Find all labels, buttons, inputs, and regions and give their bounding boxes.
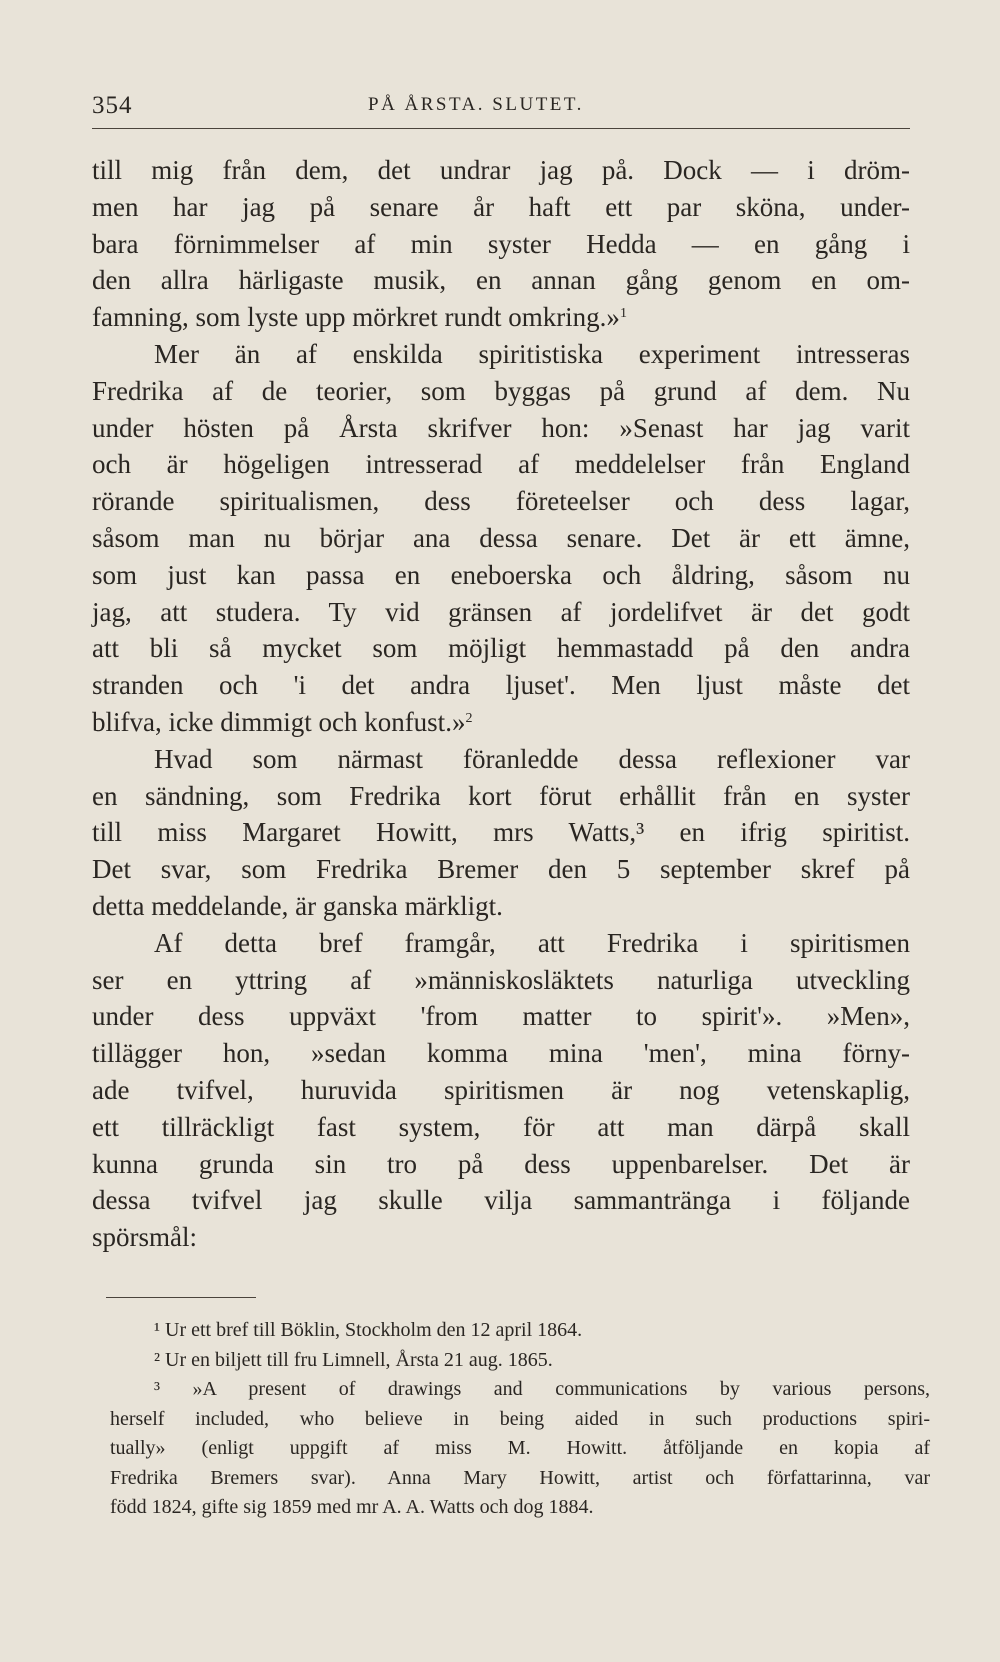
- footnote-line: Fredrika Bremers svar). Anna Mary Howitt, artist och författarinna, var: [110, 1466, 930, 1489]
- text-line: [92, 1182, 910, 1219]
- text-line-content: som just kan passa en eneboerska och åldring, såsom nu: [92, 559, 910, 590]
- text-line-content: och är högeligen intresserad af meddelelser från England: [92, 449, 910, 480]
- text-line: [92, 962, 910, 999]
- text-line-content: stranden och 'i det andra ljuset'. Men ljust måste det: [92, 670, 910, 701]
- text-line: [92, 373, 910, 410]
- footnote-line: född 1824, gifte sig 1859 med mr A. A. Watts och dog 1884.: [110, 1496, 594, 1518]
- text-line-content: Hvad som närmast föranledde dessa reflexioner var: [154, 743, 910, 774]
- text-line: [92, 851, 910, 888]
- text-line-content: famning, som lyste upp mörkret rundt omkring.»: [92, 302, 620, 333]
- text-line: [92, 1219, 910, 1256]
- text-line: [92, 336, 910, 373]
- text-line: [92, 226, 910, 263]
- text-line-content: Af detta bref framgår, att Fredrika i spiritismen: [154, 927, 910, 958]
- text-line-content: ett tillräckligt fast system, för att man därpå skall: [92, 1111, 910, 1142]
- footnote-line: ³ »A present of drawings and communications by various persons,: [154, 1378, 930, 1400]
- text-line: [92, 998, 910, 1035]
- text-line: [92, 667, 910, 704]
- footnote-line: ² Ur en biljett till fru Limnell, Årsta 21 aug. 1865.: [154, 1348, 553, 1371]
- text-line-content: ade tvifvel, huruvida spiritismen är nog vetenskaplig,: [92, 1074, 910, 1105]
- text-line: [92, 152, 910, 189]
- text-line-content: men har jag på senare år haft ett par sköna, under-: [92, 191, 910, 222]
- running-head: [92, 88, 910, 118]
- text-line-content: under hösten på Årsta skrifver hon: »Senast har jag varit: [92, 412, 910, 443]
- text-line-content: Det svar, som Fredrika Bremer den 5 september skref på: [92, 854, 910, 885]
- text-line: [92, 446, 910, 483]
- text-line: [92, 925, 910, 962]
- text-line-content: såsom man nu börjar ana dessa senare. Det är ett ämne,: [92, 522, 910, 553]
- text-line-content: detta meddelande, är ganska märkligt.: [92, 890, 503, 921]
- text-line-content: rörande spiritualismen, dess företeelser och dess lagar,: [92, 486, 910, 517]
- text-line: [92, 704, 910, 741]
- footnotes: [110, 1316, 930, 1523]
- running-head-title: PÅ ÅRSTA. SLUTET.: [368, 94, 584, 115]
- footnote-marker: 1: [619, 306, 627, 322]
- text-line: [92, 1146, 910, 1183]
- text-line-content: tillägger hon, »sedan komma mina 'men', mina förny-: [92, 1038, 910, 1069]
- text-line-content: kunna grunda sin tro på dess uppenbarelser. Det är: [92, 1148, 910, 1179]
- text-line: [92, 557, 910, 594]
- text-line-content: Fredrika af de teorier, som byggas på grund af dem. Nu: [92, 375, 910, 406]
- text-line: [92, 262, 910, 299]
- text-line: [92, 520, 910, 557]
- text-line: [92, 483, 910, 520]
- text-line-content: att bli så mycket som möjligt hemmastadd på den andra: [92, 633, 910, 664]
- footnote-line: tually» (enligt uppgift af miss M. Howitt. åtföljande en kopia af: [110, 1437, 930, 1459]
- text-line: [92, 1109, 910, 1146]
- text-line: [92, 410, 910, 447]
- text-line: [92, 814, 910, 851]
- text-line: [92, 741, 910, 778]
- page-number: 354: [92, 92, 133, 119]
- text-line-content: ser en yttring af »människosläktets naturliga utveckling: [92, 964, 910, 995]
- text-line-content: bara förnimmelser af min syster Hedda — en gång i: [92, 228, 910, 259]
- footnote-line: ¹ Ur ett bref till Böklin, Stockholm den 12 april 1864.: [154, 1319, 583, 1341]
- text-line: [92, 299, 910, 336]
- text-line-content: en sändning, som Fredrika kort förut erhållit från en syster: [92, 780, 910, 811]
- footnote-line: herself included, who believe in being aided in such productions spiri-: [110, 1407, 930, 1430]
- text-line: [92, 189, 910, 226]
- text-line-content: under dess uppväxt 'from matter to spirit'». »Men»,: [92, 1001, 910, 1032]
- body-text: [92, 152, 910, 1256]
- text-line: [92, 1072, 910, 1109]
- text-line-content: dessa tvifvel jag skulle vilja sammantränga i följande: [92, 1185, 910, 1216]
- text-line-content: spörsmål:: [92, 1222, 197, 1253]
- text-line-content: jag, att studera. Ty vid gränsen af jordelifvet är det godt: [92, 596, 910, 627]
- text-line-content: till mig från dem, det undrar jag på. Dock — i dröm-: [92, 155, 910, 185]
- text-line: [92, 630, 910, 667]
- text-line: [92, 594, 910, 631]
- text-line-content: blifva, icke dimmigt och konfust.»: [92, 706, 466, 737]
- text-line: [92, 778, 910, 815]
- footnote-marker: 2: [465, 710, 473, 726]
- header-rule: [92, 128, 910, 129]
- text-line-content: Mer än af enskilda spiritistiska experiment intresseras: [154, 338, 910, 369]
- text-line-content: den allra härligaste musik, en annan gång genom en om-: [92, 265, 910, 296]
- text-line: [92, 1035, 910, 1072]
- footnote-rule: [106, 1297, 256, 1298]
- text-line-content: till miss Margaret Howitt, mrs Watts,³ en ifrig spiritist.: [92, 817, 910, 848]
- text-line: [92, 888, 910, 925]
